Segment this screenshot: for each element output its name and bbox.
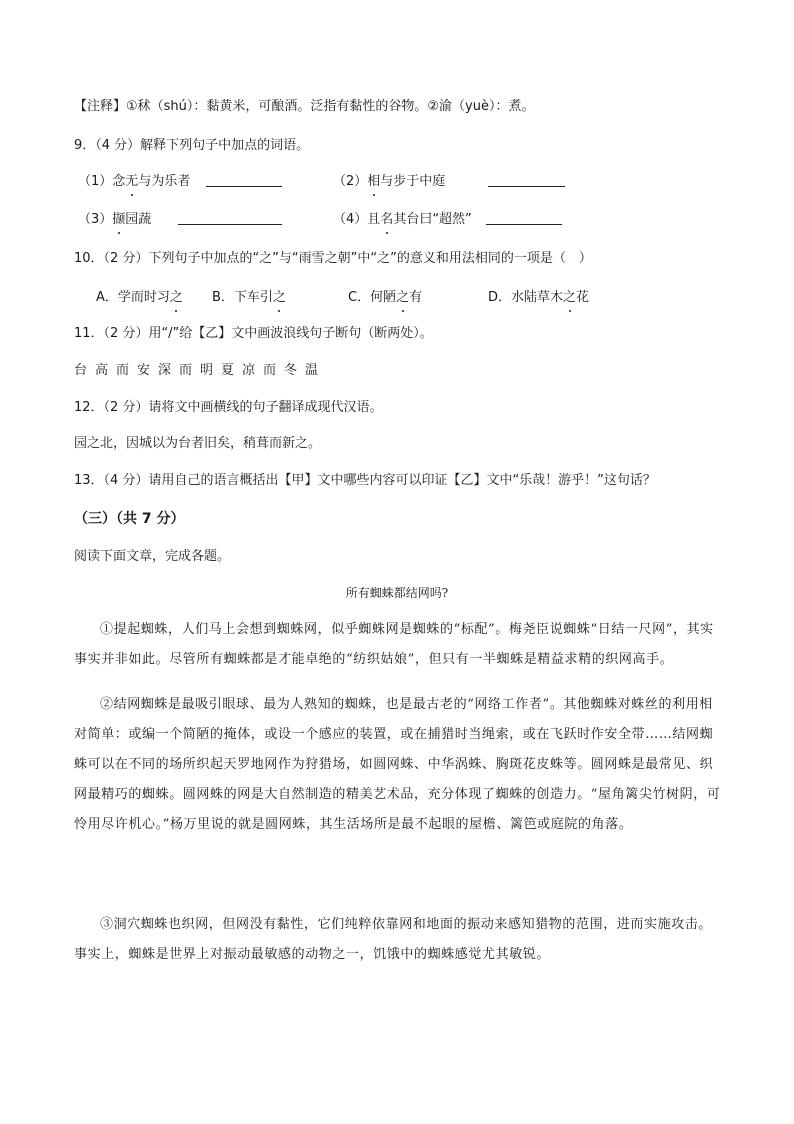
question-11-stem: 11．（2 分）用“/”给【乙】文中画波浪线句子断句（断两处）。 xyxy=(74,326,433,341)
dotted-char: 之 xyxy=(273,288,286,308)
dotted-char: 相 xyxy=(367,172,380,192)
q10-option-a[interactable]: A．学而时习之 xyxy=(96,288,183,308)
q9-item-3: （3）撷园蔬 xyxy=(78,210,151,230)
q11-sentence: 台高而安深而明夏凉而冬温 xyxy=(74,363,327,378)
q9-item-4: （4）且名其台曰“超然” xyxy=(333,210,472,230)
answer-blank-2[interactable] xyxy=(488,172,565,187)
article-paragraph-1: ①提起蜘蛛，人们马上会想到蜘蛛网，似乎蜘蛛网是蜘蛛的“标配”。梅尧臣说蜘蛛“日结一尺网”，其实事实并非如此。尽管所有蜘蛛都是才能卓绝的“纺织姑娘”，但只有一半蜘蛛是精益求精的织网高手。 xyxy=(74,622,714,667)
section-3-heading: （三）（共 7 分） xyxy=(74,511,185,527)
article-title: 所有蜘蛛都结网吗? xyxy=(345,586,449,600)
answer-blank-3[interactable] xyxy=(178,210,282,225)
annotation-note: 【注释】①秫（shú）：黏黄米，可酿酒。泛指有黏性的谷物。②渝（yuè）：煮。 xyxy=(74,99,535,114)
question-9-stem: 9．（4 分）解释下列句子中加点的词语。 xyxy=(74,138,310,153)
article-paragraph-2: ②结网蜘蛛是最吸引眼球、最为人熟知的蜘蛛，也是最古老的“网络工作者”。其他蜘蛛对蛛丝的利用相对简单：或编一个简陋的掩体，或设一个感应的装置，或在捕猎时当绳索，或在飞跃时作安全带……结网蜘蛛可以在不同的场所织起天罗地网作为狩猎场，如圆网蛛、中华涡蛛、胸斑花皮蛛等。圆网蛛是最常见、织网最精巧的蜘蛛。圆网蛛的网是大自然制造的精美艺术品，充分体现了蜘蛛的创造力。“屋角篱尖竹树阴，可怜用尽许机心。”杨万里说的就是圆网蛛，其生活场所是最不起眼的屋檐、篱笆或庭院的角落。 xyxy=(74,697,721,832)
question-10-stem: 10．（2 分）下列句子中加点的“之”与“雨雪之朝”中“之”的意义和用法相同的一项是（ ） xyxy=(74,251,592,266)
dotted-char: 名 xyxy=(380,210,393,230)
dotted-char: 撷 xyxy=(112,210,125,230)
dotted-char: 之 xyxy=(396,288,409,308)
question-12-stem: 12．（2 分）请将文中画横线的句子翻译成现代汉语。 xyxy=(74,400,383,415)
q9-item-1: （1）念无与为乐者 xyxy=(78,172,190,192)
dotted-char: 之 xyxy=(563,288,576,308)
section-3-instruction: 阅读下面文章，完成各题。 xyxy=(74,549,231,564)
q10-option-b[interactable]: B．下车引之 xyxy=(212,288,286,308)
question-13-stem: 13．（4 分）请用自己的语言概括出【甲】文中哪些内容可以印证【乙】文中“乐哉！游乎！”这句话？ xyxy=(74,473,656,488)
q10-option-d[interactable]: D．水陆草木之花 xyxy=(488,288,589,308)
q12-sentence: 园之北，因城以为台者旧矣，稍葺而新之。 xyxy=(74,436,322,451)
answer-blank-1[interactable] xyxy=(206,172,282,187)
q10-option-c[interactable]: C．何陋之有 xyxy=(348,288,422,308)
answer-blank-4[interactable] xyxy=(486,210,562,225)
dotted-char: 无 xyxy=(125,172,138,192)
article-paragraph-3: ③洞穴蜘蛛也织网，但网没有黏性，它们纯粹依靠网和地面的振动来感知猎物的范围，进而实施攻击。事实上，蜘蛛是世界上对振动最敏感的动物之一，饥饿中的蜘蛛感觉尤其敏锐。 xyxy=(74,917,713,962)
q9-item-2: （2）相与步于中庭 xyxy=(333,172,445,192)
dotted-char: 之 xyxy=(170,288,183,308)
